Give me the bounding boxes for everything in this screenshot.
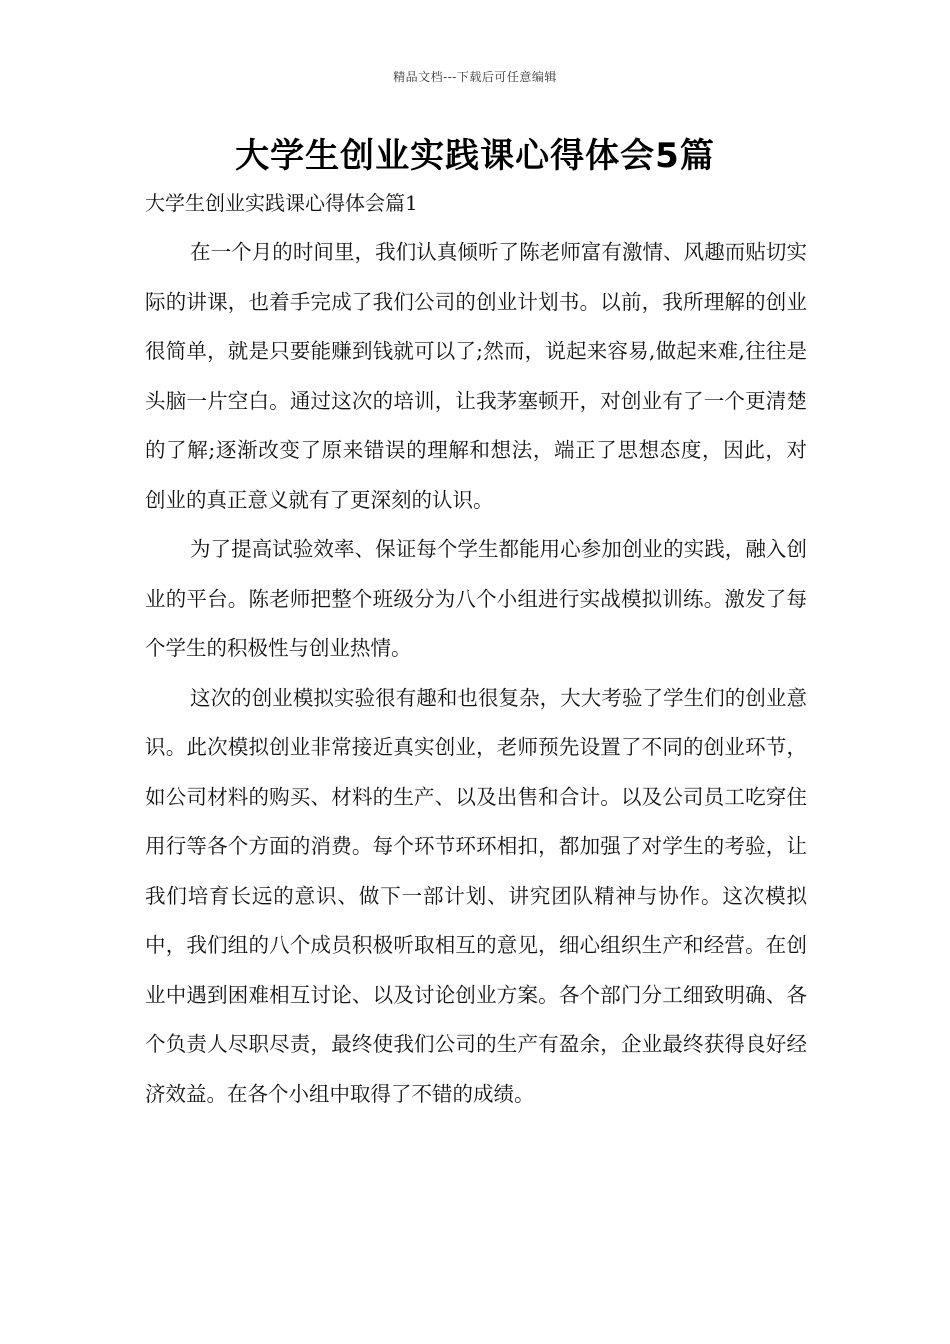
body-text (145, 228, 807, 1119)
document-title: 大学生创业实践课心得体会5篇 (235, 136, 715, 176)
paragraph: 这次的创业模拟实验很有趣和也很复杂，大大考验了学生们的创业意识。此次模拟创业非常接近真实创业，老师预先设置了不同的创业环节，如公司材料的购买、材料的生产、以及出售和合计。以及公司员工吃穿住用行等各个方面的消费。每个环节环环相扣，都加强了对学生的考验，让我们培育长远的意识、做下一部计划、讲究团队精神与协作。这次模拟中，我们组的八个成员积极听取相互的意见，细心组织生产和经营。在创业中遇到困难相互讨论、以及讨论创业方案。各个部门分工细致明确、各个负责人尽职尽责，最终使我们公司的生产有盈余，企业最终获得良好经济效益。在各个小组中取得了不错的成绩。 (145, 685, 807, 1106)
header-note: 精品文档---下载后可任意编辑 (393, 70, 557, 84)
section-heading: 大学生创业实践课心得体会篇1 (145, 191, 418, 215)
paragraph: 在一个月的时间里，我们认真倾听了陈老师富有激情、风趣而贴切实际的讲课，也着手完成了我们公司的创业计划书。以前，我所理解的创业很简单，就是只要能赚到钱就可以了;然而，说起来容易,做起来难,往往是头脑一片空白。通过这次的培训，让我茅塞顿开，对创业有了一个更清楚的了解;逐渐改变了原来错误的理解和想法，端正了思想态度，因此，对创业的真正意义就有了更深刻的认识。 (145, 240, 807, 512)
paragraph: 为了提高试验效率、保证每个学生都能用心参加创业的实践，融入创业的平台。陈老师把整个班级分为八个小组进行实战模拟训练。激发了每个学生的积极性与创业热情。 (145, 537, 807, 660)
